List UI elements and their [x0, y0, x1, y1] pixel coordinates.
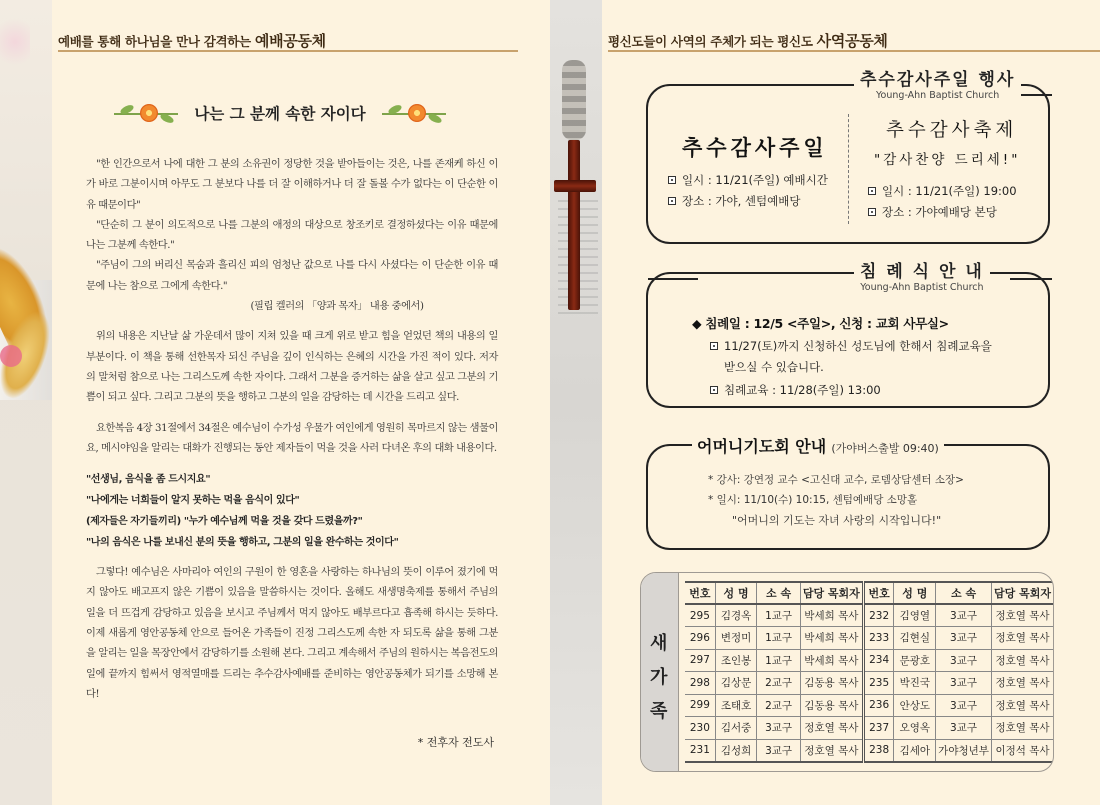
thanksgiving-box [646, 84, 1050, 244]
church-name: Young-Ahn Baptist Church [860, 282, 984, 293]
table-row [685, 672, 1053, 695]
side-char: 가 [650, 667, 668, 688]
dialogue-line: "나에게는 너희들이 알지 못하는 먹을 음식이 있다" [86, 495, 300, 507]
table-cell: 조태호 [715, 694, 757, 717]
col-header: 성 명 [715, 582, 757, 604]
table-cell: 조인봉 [715, 649, 757, 672]
table-cell: 237 [863, 717, 894, 740]
col-header: 담당 목회자 [800, 582, 863, 604]
table-cell: 정호열 목사 [991, 649, 1053, 672]
chain-icon [562, 60, 586, 140]
table-row [685, 649, 1053, 672]
mothers-prayer-quote: "어머니의 기도는 자녀 사랑의 시작입니다!" [732, 514, 942, 527]
dashed-divider [848, 114, 849, 224]
table-header-row [685, 582, 1053, 604]
detail-line: * 강사: 강연정 교수 <고신대 교수, 로뎀상담센터 소장> [708, 474, 964, 486]
table-cell: 238 [863, 739, 894, 762]
left-section-header [58, 30, 326, 52]
side-char: 새 [650, 633, 668, 654]
table-cell: 232 [863, 604, 894, 627]
flower-decoration [0, 12, 30, 72]
table-cell: 231 [685, 739, 715, 762]
flower-right-icon [378, 100, 450, 126]
table-cell: 236 [863, 694, 894, 717]
detail-line: 장소 : 가야예배당 본당 [882, 205, 997, 219]
table-cell: 3교구 [936, 672, 992, 695]
new-family-box [640, 572, 1054, 772]
square-bullet-icon [710, 342, 718, 350]
right-header-rule [608, 50, 1100, 52]
quote-paragraph: "주님이 그의 버리신 목숨과 흘리신 피의 엄청난 값으로 나를 다시 사셨다는 이 단순한 이유 때문에 나는 참으로 그에게 속한다." [86, 260, 498, 292]
side-char: 족 [650, 701, 668, 722]
col-header: 번호 [863, 582, 894, 604]
col-header: 성 명 [894, 582, 936, 604]
table-cell: 정호열 목사 [991, 717, 1053, 740]
table-cell: 박진국 [894, 672, 936, 695]
table-cell: 2교구 [757, 694, 801, 717]
church-name: Young-Ahn Baptist Church [876, 90, 1000, 101]
table-row [685, 627, 1053, 650]
new-family-table [685, 581, 1053, 763]
table-cell: 299 [685, 694, 715, 717]
right-header-strong: 사역공동체 [816, 32, 888, 50]
thanksgiving-festival-subtitle: "감사찬양 드리세!" [874, 152, 1021, 168]
thanksgiving-box-title [854, 70, 1021, 102]
mothers-prayer-box [646, 437, 1050, 550]
table-cell: 1교구 [757, 649, 801, 672]
table-cell: 정호열 목사 [800, 717, 863, 740]
table-cell: 박세희 목사 [800, 627, 863, 650]
table-row [685, 604, 1053, 627]
detail-line: 받으실 수 있습니다. [724, 360, 824, 374]
table-cell: 문광호 [894, 649, 936, 672]
table-cell: 3교구 [936, 627, 992, 650]
body-paragraph: 위의 내용은 지난날 삶 가운데서 많이 지쳐 있을 때 크게 위로 받고 힘을 얻었던 책의 내용의 일부분이다. 이 책을 통해 선한목자 되신 주님을 깊이 인식하는 은혜의 시간을 가진 적이 있다. 저자의 말처럼 참으로 나는 그리스도께 속한 자이다. 그래서 그분을 증거하는 삶을 살고 싶고 그분의 기쁨이 되고 싶다. 그리고 그분의 뜻을 행하고 그분의 일을 감당하는 데 시간을 드리고 싶다. [86, 331, 498, 404]
table-cell: 김성희 [715, 739, 757, 762]
table-cell: 김동용 목사 [800, 672, 863, 695]
table-cell: 가야청년부 [936, 739, 992, 762]
new-family-label [641, 573, 679, 772]
mothers-prayer-details [708, 470, 964, 510]
table-cell: 1교구 [757, 604, 801, 627]
table-cell: 3교구 [757, 717, 801, 740]
table-cell: 234 [863, 649, 894, 672]
table-cell: 정호열 목사 [991, 694, 1053, 717]
baptism-date: ◆ 침례일 : 12/5 <주일>, 신청 : 교회 사무실> [692, 316, 949, 331]
table-cell: 변정미 [715, 627, 757, 650]
quote-paragraph: "단순히 그 분이 의도적으로 나를 그분의 애정의 대상으로 창조키로 결정하셨다는 이유 때문에 나는 그분께 속한다." [86, 219, 498, 252]
table-cell: 김세아 [894, 739, 936, 762]
table-row [685, 717, 1053, 740]
body-paragraph: 요한복음 4장 31절에서 34절은 예수님이 수가성 우물가 여인에게 영원히 목마르지 않는 샘물이요, 메시야임을 알리는 대화가 진행되는 동안 제자들이 먹을 것을 사러 다녀온 후의 대화 내용이다. [86, 422, 498, 454]
baptism-details [710, 336, 992, 401]
right-section-header [608, 30, 888, 52]
table-cell: 296 [685, 627, 715, 650]
table-cell: 3교구 [757, 739, 801, 762]
detail-line: * 일시: 11/10(수) 10:15, 센텀예배당 소망홀 [708, 494, 918, 506]
table-cell: 3교구 [936, 717, 992, 740]
mothers-prayer-bus-time: (가야버스출발 09:40) [831, 442, 939, 455]
detail-line: 침례교육 : 11/28(주일) 13:00 [724, 383, 881, 397]
right-page [550, 0, 1100, 805]
dialogue-quotes [86, 469, 498, 553]
dialogue-line: (제자들은 자기들끼리) "누가 예수님께 먹을 것을 갖다 드렸을까?" [86, 516, 363, 528]
author: * 전후자 전도사 [417, 736, 494, 749]
quote-source: (필립 켈러의 「양과 목자」 내용 중에서) [250, 301, 424, 313]
table-cell: 2교구 [757, 672, 801, 695]
left-header-strong: 예배공동체 [254, 32, 326, 50]
table-cell: 297 [685, 649, 715, 672]
detail-line: 11/27(토)까지 신청하신 성도님에 한해서 침례교육을 [724, 339, 992, 353]
col-header: 담당 목회자 [991, 582, 1053, 604]
cross-icon [554, 140, 596, 310]
table-cell: 3교구 [936, 604, 992, 627]
dialogue-line: "선생님, 음식을 좀 드시지요" [86, 474, 211, 486]
square-bullet-icon [668, 197, 676, 205]
table-cell: 오영옥 [894, 717, 936, 740]
article-title: 나는 그 분께 속한 자이다 [194, 105, 366, 123]
table-cell: 박세희 목사 [800, 649, 863, 672]
table-cell: 3교구 [936, 694, 992, 717]
table-cell: 김상문 [715, 672, 757, 695]
left-photo-strip [0, 0, 52, 805]
table-cell: 이정석 목사 [991, 739, 1053, 762]
table-cell: 정호열 목사 [991, 672, 1053, 695]
table-row [685, 739, 1053, 762]
quote-paragraph: "한 인간으로서 나에 대한 그 분의 소유권이 정당한 것을 받아들이는 것은, 나를 존재케 하신 이가 바로 그분이시며 아무도 그 분보다 나를 더 잘 이해하거나 더 잘 돌볼 수가 없다는 이 단순한 이유 때문이다" [86, 159, 498, 211]
table-cell: 정호열 목사 [991, 604, 1053, 627]
table-cell: 김영열 [894, 604, 936, 627]
baptism-title: 침 례 식 안 내 [860, 262, 984, 282]
table-cell: 정호열 목사 [991, 627, 1053, 650]
article-title-bar [100, 98, 460, 128]
article-body [86, 155, 498, 705]
title-rule [648, 278, 698, 280]
table-cell: 박세희 목사 [800, 604, 863, 627]
square-bullet-icon [868, 187, 876, 195]
square-bullet-icon [668, 176, 676, 184]
table-cell: 233 [863, 627, 894, 650]
table-cell: 김동용 목사 [800, 694, 863, 717]
body-paragraph: 그렇다! 예수님은 사마리아 여인의 구원이 한 영혼을 사랑하는 하나님의 뜻이 이루어 졌기에 먹지 않아도 배고프지 않은 기쁨이 있음을 말씀하시는 것이다. 올해도 새생명축제를 통해서 주님의 일을 더 뜨겁게 감당하고 있음을 보시고 주님께서 먹지 않아도 배부르다고 흡족해 하시는 듯하다. 이제 새롭게 영안공동체 안으로 들어온 가족들이 진정 그리스도께 속한 자 되도록 삶을 통해 그분을 알리는 일을 목장안에서 감당하기를 소원해 본다. 그리고 계속해서 주님의 원하시는 복음전도의 일에 끝까지 힘써서 영적열매를 드리는 추수감사예배를 준비하는 영안공동체가 되기를 소망해 본다! [86, 567, 498, 700]
table-row [685, 694, 1053, 717]
table-cell: 김경옥 [715, 604, 757, 627]
mothers-prayer-title-bar [692, 434, 944, 457]
col-header: 소 속 [936, 582, 992, 604]
table-cell: 3교구 [936, 649, 992, 672]
detail-line: 일시 : 11/21(주일) 예배시간 [682, 173, 828, 187]
table-cell: 김서중 [715, 717, 757, 740]
table-cell: 235 [863, 672, 894, 695]
flower-left-icon [110, 100, 182, 126]
baptism-box-title [854, 262, 990, 294]
table-cell: 1교구 [757, 627, 801, 650]
flower-icon [0, 345, 22, 367]
table-cell: 230 [685, 717, 715, 740]
table-cell: 김현실 [894, 627, 936, 650]
mothers-prayer-title: 어머니기도회 안내 [697, 437, 827, 456]
left-header-rule [58, 50, 518, 52]
square-bullet-icon [868, 208, 876, 216]
title-rule [1010, 278, 1052, 280]
dialogue-line: "나의 음식은 나를 보내신 분의 뜻을 행하고, 그분의 일을 완수하는 것이다" [86, 537, 399, 549]
table-cell: 298 [685, 672, 715, 695]
thanksgiving-event-title: 추수감사주일 행사 [860, 70, 1016, 90]
thanksgiving-sunday-title: 추수감사주일 [682, 136, 828, 160]
table-cell: 안상도 [894, 694, 936, 717]
right-photo-strip [550, 0, 602, 805]
thanksgiving-sunday-details [668, 170, 828, 212]
thanksgiving-festival-details [868, 181, 1017, 223]
thanksgiving-festival-title: 추수감사축제 [886, 120, 1018, 141]
right-header-normal: 평신도들이 사역의 주체가 되는 평신도 [608, 34, 813, 49]
col-header: 소 속 [757, 582, 801, 604]
detail-line: 일시 : 11/21(주일) 19:00 [882, 184, 1017, 198]
table-cell: 정호열 목사 [800, 739, 863, 762]
square-bullet-icon [710, 386, 718, 394]
detail-line: 장소 : 가야, 센텀예배당 [682, 194, 801, 208]
table-cell: 295 [685, 604, 715, 627]
left-header-normal: 예배를 통해 하나님을 만나 감격하는 [58, 34, 251, 49]
col-header: 번호 [685, 582, 715, 604]
